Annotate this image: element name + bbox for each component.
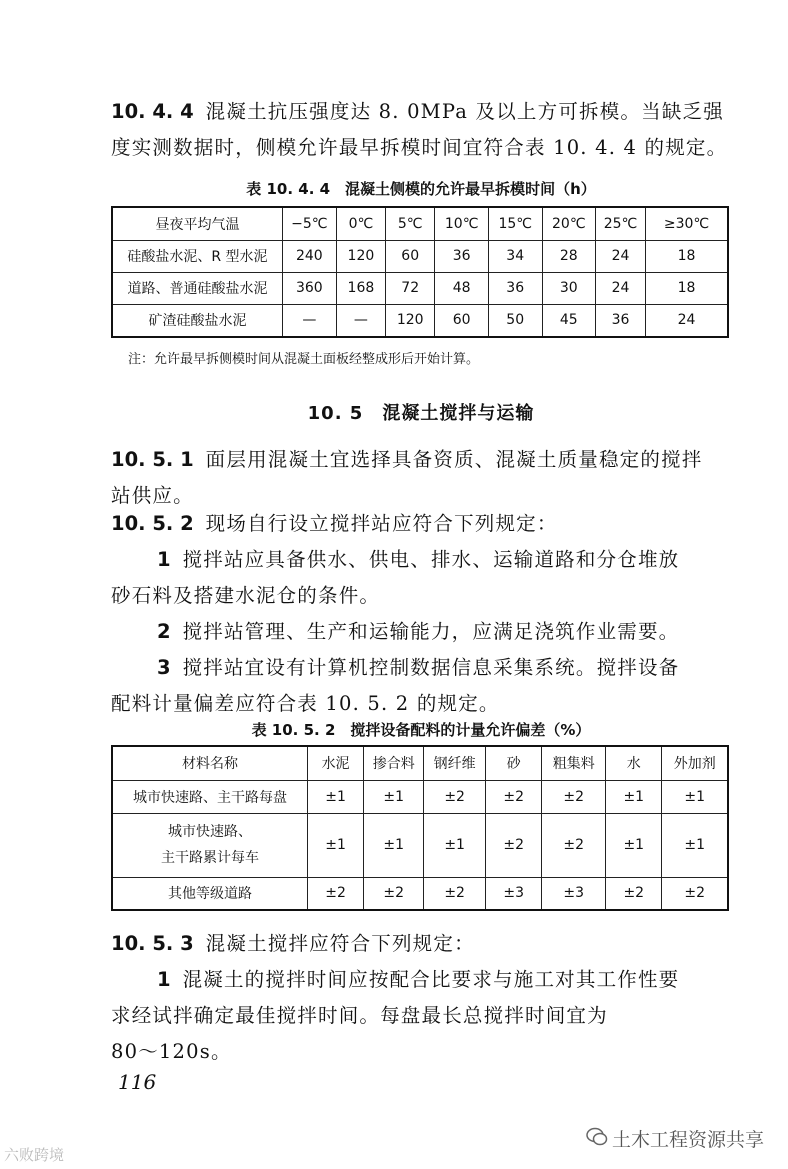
table-cell-line: 城市快速路、 <box>167 824 252 840</box>
table-cell: ±3 <box>542 877 606 910</box>
table-cell: 240 <box>282 240 336 272</box>
table-cell: 50 <box>488 304 542 337</box>
item-text-line: 混凝土的搅拌时间应按配合比要求与施工对其工作性要 <box>182 968 680 991</box>
clause-number: 10. 5. 1 <box>111 448 194 471</box>
table-row <box>112 813 728 877</box>
table-cell: ±2 <box>486 780 542 813</box>
table-header-cell: 材料名称 <box>112 746 307 780</box>
table-cell: — <box>336 304 385 337</box>
table-cell: ±2 <box>606 877 662 910</box>
table-cell: 120 <box>336 240 385 272</box>
table-header-cell: −5℃ <box>282 207 336 240</box>
table-cell: 30 <box>542 272 596 304</box>
table-cell: ±2 <box>364 877 424 910</box>
table-note: 注：允许最早拆侧模时间从混凝土面板经整成形后开始计算。 <box>128 352 480 367</box>
table-header-cell: 砂 <box>486 746 542 780</box>
item-text-line: 搅拌站管理、生产和运输能力，应满足浇筑作业需要。 <box>182 620 680 643</box>
table-cell: 18 <box>645 240 728 272</box>
table-header-cell: 外加剂 <box>662 746 728 780</box>
clause-number: 10. 4. 4 <box>111 100 194 123</box>
table-cell: 36 <box>435 240 489 272</box>
item-text-line: 搅拌站应具备供水、供电、排水、运输道路和分仓堆放 <box>182 548 680 571</box>
table-cell: ±2 <box>424 877 486 910</box>
table-cell: 24 <box>596 272 646 304</box>
table-cell: ±1 <box>606 813 662 877</box>
clause-text-line: 面层用混凝土宜选择具备资质、混凝土质量稳定的搅拌 <box>205 448 703 471</box>
table-row <box>112 240 728 272</box>
clause-10-5-3 <box>111 926 731 1070</box>
table-cell: ±2 <box>424 780 486 813</box>
clause-number: 10. 5. 2 <box>111 512 194 535</box>
table-10-4-4 <box>111 206 729 338</box>
table-header-cell: 水 <box>606 746 662 780</box>
clause-text-line: 混凝土抗压强度达 8. 0MPa 及以上方可拆模。当缺乏强 <box>205 100 724 123</box>
table-cell: 60 <box>435 304 489 337</box>
table-cell: 18 <box>645 272 728 304</box>
table-cell: ±1 <box>307 813 363 877</box>
table-cell: 矿渣硅酸盐水泥 <box>112 304 282 337</box>
table-cell: 48 <box>435 272 489 304</box>
clause-text-line: 现场自行设立搅拌站应符合下列规定： <box>205 512 558 535</box>
table-cell: ±2 <box>542 780 606 813</box>
table-cell: 28 <box>542 240 596 272</box>
table-header-cell: 昼夜平均气温 <box>112 207 282 240</box>
table-cell: ±3 <box>486 877 542 910</box>
table-10-5-2 <box>111 745 729 911</box>
table-cell: ±1 <box>364 813 424 877</box>
table-header-cell: 15℃ <box>488 207 542 240</box>
table-header-cell: 钢纤维 <box>424 746 486 780</box>
table-cell: 城市快速路、主干路每盘 <box>112 780 307 813</box>
page-number: 116 <box>118 1070 157 1094</box>
table-row <box>112 780 728 813</box>
table-cell: — <box>282 304 336 337</box>
table-cell: 72 <box>386 272 435 304</box>
table-cell: ±1 <box>424 813 486 877</box>
clause-text-line: 站供应。 <box>111 484 194 507</box>
table-cell: 其他等级道路 <box>112 877 307 910</box>
table-cell: ±2 <box>307 877 363 910</box>
table-cell: 硅酸盐水泥、R 型水泥 <box>112 240 282 272</box>
watermark-account-name: 土木工程资源共享 <box>612 1129 765 1151</box>
table-row <box>112 272 728 304</box>
item-text-line: 砂石料及搭建水泥仓的条件。 <box>111 584 381 607</box>
table-10-4-4-title: 表 10. 4. 4 混凝土侧模的允许最早拆模时间（h） <box>246 180 596 198</box>
table-cell: ±1 <box>606 780 662 813</box>
table-header-cell: 5℃ <box>386 207 435 240</box>
table-header-cell: 掺合料 <box>364 746 424 780</box>
item-number: 3 <box>157 656 171 679</box>
table-cell: 60 <box>386 240 435 272</box>
item-text-line: 配料计量偏差应符合表 10. 5. 2 的规定。 <box>111 692 500 715</box>
clause-10-4-4 <box>111 94 731 166</box>
table-cell: 120 <box>386 304 435 337</box>
item-text-line: 80～120s。 <box>111 1040 232 1063</box>
table-cell: 168 <box>336 272 385 304</box>
table-cell: 道路、普通硅酸盐水泥 <box>112 272 282 304</box>
clause-text-line: 混凝土搅拌应符合下列规定： <box>205 932 475 955</box>
clause-10-5-1 <box>111 442 731 514</box>
item-text-line: 求经试拌确定最佳搅拌时间。每盘最长总搅拌时间宜为 <box>111 1004 608 1027</box>
table-header-row <box>112 207 728 240</box>
item-number: 1 <box>157 968 171 991</box>
table-header-cell: 粗集料 <box>542 746 606 780</box>
item-number: 1 <box>157 548 171 571</box>
table-header-cell: 10℃ <box>435 207 489 240</box>
table-cell: ±2 <box>542 813 606 877</box>
table-cell: ±1 <box>364 780 424 813</box>
item-text-line: 搅拌站宜设有计算机控制数据信息采集系统。搅拌设备 <box>182 656 680 679</box>
table-cell: 34 <box>488 240 542 272</box>
table-cell: ±2 <box>662 877 728 910</box>
table-cell: ±1 <box>307 780 363 813</box>
table-10-5-2-title: 表 10. 5. 2 搅拌设备配料的计量允许偏差（%） <box>251 721 591 739</box>
table-cell: 24 <box>596 240 646 272</box>
table-cell: 45 <box>542 304 596 337</box>
table-cell: 36 <box>596 304 646 337</box>
table-cell <box>112 813 307 877</box>
wechat-icon <box>586 1127 608 1147</box>
section-title: 10. 5 混凝土搅拌与运输 <box>307 403 535 424</box>
table-cell-line: 主干路累计每车 <box>160 850 259 866</box>
table-cell: ±1 <box>662 780 728 813</box>
table-cell: 24 <box>645 304 728 337</box>
clause-10-5-2 <box>111 506 731 722</box>
table-cell: ±1 <box>662 813 728 877</box>
table-header-cell: ≥30℃ <box>645 207 728 240</box>
clause-text-line: 度实测数据时，侧模允许最早拆模时间宜符合表 10. 4. 4 的规定。 <box>111 136 728 159</box>
table-header-cell: 水泥 <box>307 746 363 780</box>
table-header-cell: 0℃ <box>336 207 385 240</box>
table-header-cell: 25℃ <box>596 207 646 240</box>
table-cell: ±2 <box>486 813 542 877</box>
table-row <box>112 877 728 910</box>
table-cell: 360 <box>282 272 336 304</box>
table-cell: 36 <box>488 272 542 304</box>
table-row <box>112 304 728 337</box>
table-header-cell: 20℃ <box>542 207 596 240</box>
item-number: 2 <box>157 620 171 643</box>
table-header-row <box>112 746 728 780</box>
watermark-left: 六败跨境 <box>4 1146 65 1164</box>
clause-number: 10. 5. 3 <box>111 932 194 955</box>
